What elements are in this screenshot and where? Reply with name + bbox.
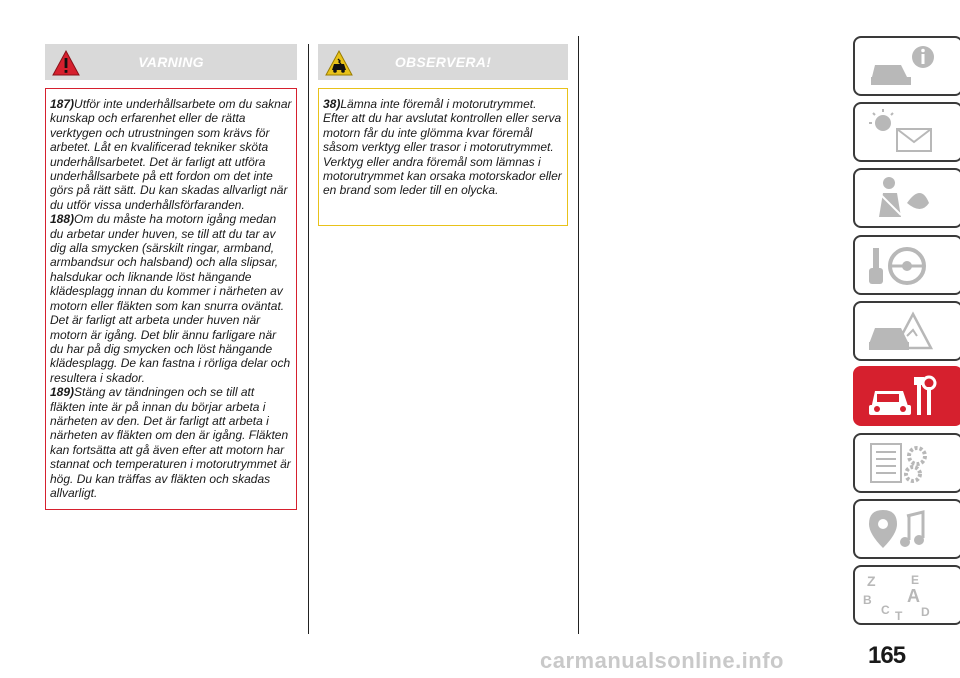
- index-letter: T: [895, 609, 903, 620]
- tab-emergency[interactable]: [853, 301, 960, 361]
- warning-item: [50, 97, 292, 212]
- multimedia-icon: [861, 504, 951, 554]
- index-letter: B: [863, 593, 872, 607]
- column-divider: [308, 44, 309, 634]
- index-letter: Z: [867, 573, 876, 589]
- car-accident-icon: [861, 306, 951, 356]
- index-letter: D: [921, 605, 930, 619]
- tab-technical-data[interactable]: [853, 433, 960, 493]
- item-number: 188): [50, 212, 75, 227]
- warning-item: [50, 385, 292, 500]
- index-letter: C: [881, 603, 890, 617]
- warning-item: [50, 212, 292, 385]
- warning-box: [45, 88, 297, 510]
- tab-starting-driving[interactable]: [853, 235, 960, 295]
- index-letter: E: [911, 573, 920, 587]
- tab-warning-lights[interactable]: [853, 102, 960, 162]
- observe-section: [318, 44, 568, 226]
- item-number: 187): [50, 97, 75, 111]
- item-text: Stäng av tändningen och se till att fläkten inte är på innan du börjar arbeta i närheten av den. Det är farligt att arbeta i närheten av fläkten om den är igång. Fläkten kan fortsätta att gå även efter att motorn har stannat och temperaturen i motorutrymmet är hög. Du kan träffas av fläkten och skadas allvarligt.: [50, 385, 291, 500]
- warning-light-message-icon: [861, 107, 951, 157]
- tab-index[interactable]: [853, 565, 960, 625]
- tab-service-maintenance[interactable]: [853, 366, 960, 426]
- item-text: Lämna inte föremål i motorutrymmet. Efter att du har avslutat kontrollen eller serva motorn får du inte glömma kvar föremål såsom verktyg eller trasor i motorutrymmet. Verktyg eller andra föremål som lämnas i motorutrymmet kan orsaka motorskador eller en brand som leder till en olycka.: [323, 97, 562, 198]
- car-info-icon: [861, 41, 951, 91]
- alphabetical-index-icon: [861, 570, 951, 620]
- car-service-tools-icon: [861, 371, 951, 421]
- observe-item: [323, 97, 563, 198]
- tab-safety[interactable]: [853, 168, 960, 228]
- page-number: 165: [868, 642, 906, 669]
- observe-title: OBSERVERA!: [394, 54, 492, 70]
- seat-belt-airbag-icon: [861, 173, 951, 223]
- tab-car-info[interactable]: [853, 36, 960, 96]
- observe-box: [318, 88, 568, 226]
- specs-gears-icon: [861, 438, 951, 488]
- column-divider: [578, 36, 579, 634]
- warning-header: [45, 44, 297, 80]
- key-steering-wheel-icon: [861, 240, 951, 290]
- warning-section: [45, 44, 297, 510]
- item-text: Utför inte underhållsarbete om du saknar kunskap och erfarenhet eller de rätta verktygen och utrustningen som krävs för arbetet. Låt en kvalificerad tekniker sköta underhållsarbetet. Det är farligt att utföra underhållsarbete på ett fordon om det inte görs på rätt sätt. Du kan skadas allvarligt när du utför vissa underhållsförfaranden.: [50, 97, 292, 212]
- warning-title: VARNING: [138, 54, 204, 70]
- watermark: carmanualsonline.info: [540, 648, 784, 673]
- item-text: Om du måste ha motorn igång medan du arbetar under huven, se till att du tar av dig alla smycken (särskilt ringar, armband, armbandsur och halsband) och alla slipsar, halsdukar och liknande löst hängande klädesplagg innan du kommer i närheten av motorn eller fläkten som kan snurra oväntat. Det är farligt att arbeta under huven när motorn är igång. Det blir ännu farligare när du har på dig smycken och löst hängande klädesplagg. De kan fastna i rörliga delar och resultera i skador.: [50, 212, 291, 385]
- index-letter: A: [907, 586, 920, 606]
- item-number: 38): [323, 97, 341, 111]
- tab-multimedia[interactable]: [853, 499, 960, 559]
- observe-header: [318, 44, 568, 80]
- item-number: 189): [50, 385, 75, 400]
